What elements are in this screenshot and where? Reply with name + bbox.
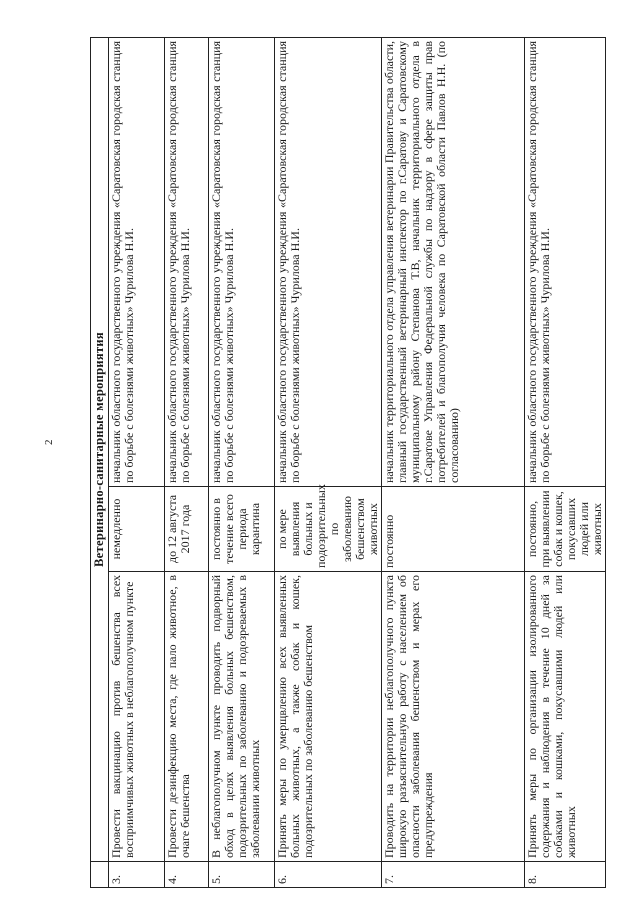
- responsible-text: начальник областного государственного учреждения «Саратовская городская станция по борьбе с болезнями животных» Чурилова Н.И.: [209, 37, 275, 486]
- row-number: 3.: [109, 862, 165, 888]
- section-header-row: [91, 37, 109, 887]
- row-number: 5.: [209, 862, 275, 888]
- term-text: постоянно в течение всего периода карантина: [209, 487, 275, 572]
- table-row: [109, 37, 165, 887]
- measure-text: Проводить на территории неблагополучного пункта широкую разъяснительную работу с населением об опасности заболевания бешенством и мерах его предупреждения: [382, 572, 525, 862]
- table-row: [382, 37, 525, 887]
- term-text: постоянно, при выявлении собак и кошек, покусавших людей или животных: [525, 487, 606, 572]
- responsible-text: начальник территориального отдела управления ветеринарии Правительства области, главный государственный ветеринарный инспектор по г.Саратову и Саратовскому муниципальному району Степанова Т.В, начальник территориального отдела в г.Саратове Управления Федеральной службы по надзору в сфере защиты прав потребителей и благополучия человека по Саратовской области Павлов Н.Н. (по согласованию): [382, 37, 525, 486]
- responsible-text: начальник областного государственного учреждения «Саратовская городская станция по борьбе с болезнями животных» Чурилова Н.И.: [109, 37, 165, 486]
- rotated-table-container: [90, 38, 604, 888]
- measure-text: Провести вакцинацию против бешенства всех восприимчивых животных в неблагополучном пункте: [109, 572, 165, 862]
- measure-text: Провести дезинфекцию места, где пало животное, в очаге бешенства: [165, 572, 209, 862]
- responsible-text: начальник областного государственного учреждения «Саратовская городская станция по борьбе с болезнями животных» Чурилова Н.И.: [275, 37, 382, 486]
- table-row: [525, 37, 606, 887]
- row-number: 4.: [165, 862, 209, 888]
- responsible-text: начальник областного государственного учреждения «Саратовская городская станция по борьбе с болезнями животных» Чурилова Н.И.: [525, 37, 606, 486]
- term-text: по мере выявления больных и подозрительных по заболеванию бешенством животных: [275, 487, 382, 572]
- row-number: 7.: [382, 862, 525, 888]
- term-text: немедленно: [109, 487, 165, 572]
- table-row: [275, 37, 382, 887]
- row-number: 6.: [275, 862, 382, 888]
- responsible-text: начальник областного государственного учреждения «Саратовская городская станция по борьбе с болезнями животных» Чурилова Н.И.: [165, 37, 209, 486]
- page-number: 2: [43, 439, 55, 445]
- table-row: [165, 37, 209, 887]
- term-text: постоянно: [382, 487, 525, 572]
- measures-table: [90, 37, 606, 888]
- table-row: [209, 37, 275, 887]
- row-number: 8.: [525, 862, 606, 888]
- measure-text: Принять меры по организации изолированного содержания и наблюдения в течение 10 дней за собаками и кошками, покусавшими людей или животных: [525, 572, 606, 862]
- term-text: до 12 августа 2017 года: [165, 487, 209, 572]
- measure-text: Принять меры по умерщвлению всех выявленных больных животных, а также собак и кошек, подозрительных по заболеванию бешенством: [275, 572, 382, 862]
- measure-text: В неблагополучном пункте проводить подворный обход в целях выявления больных бешенством, подозрительных по заболеванию и подозреваемых в заболевании животных: [209, 572, 275, 862]
- section-title: Ветеринарно-санитарные мероприятия: [91, 37, 109, 861]
